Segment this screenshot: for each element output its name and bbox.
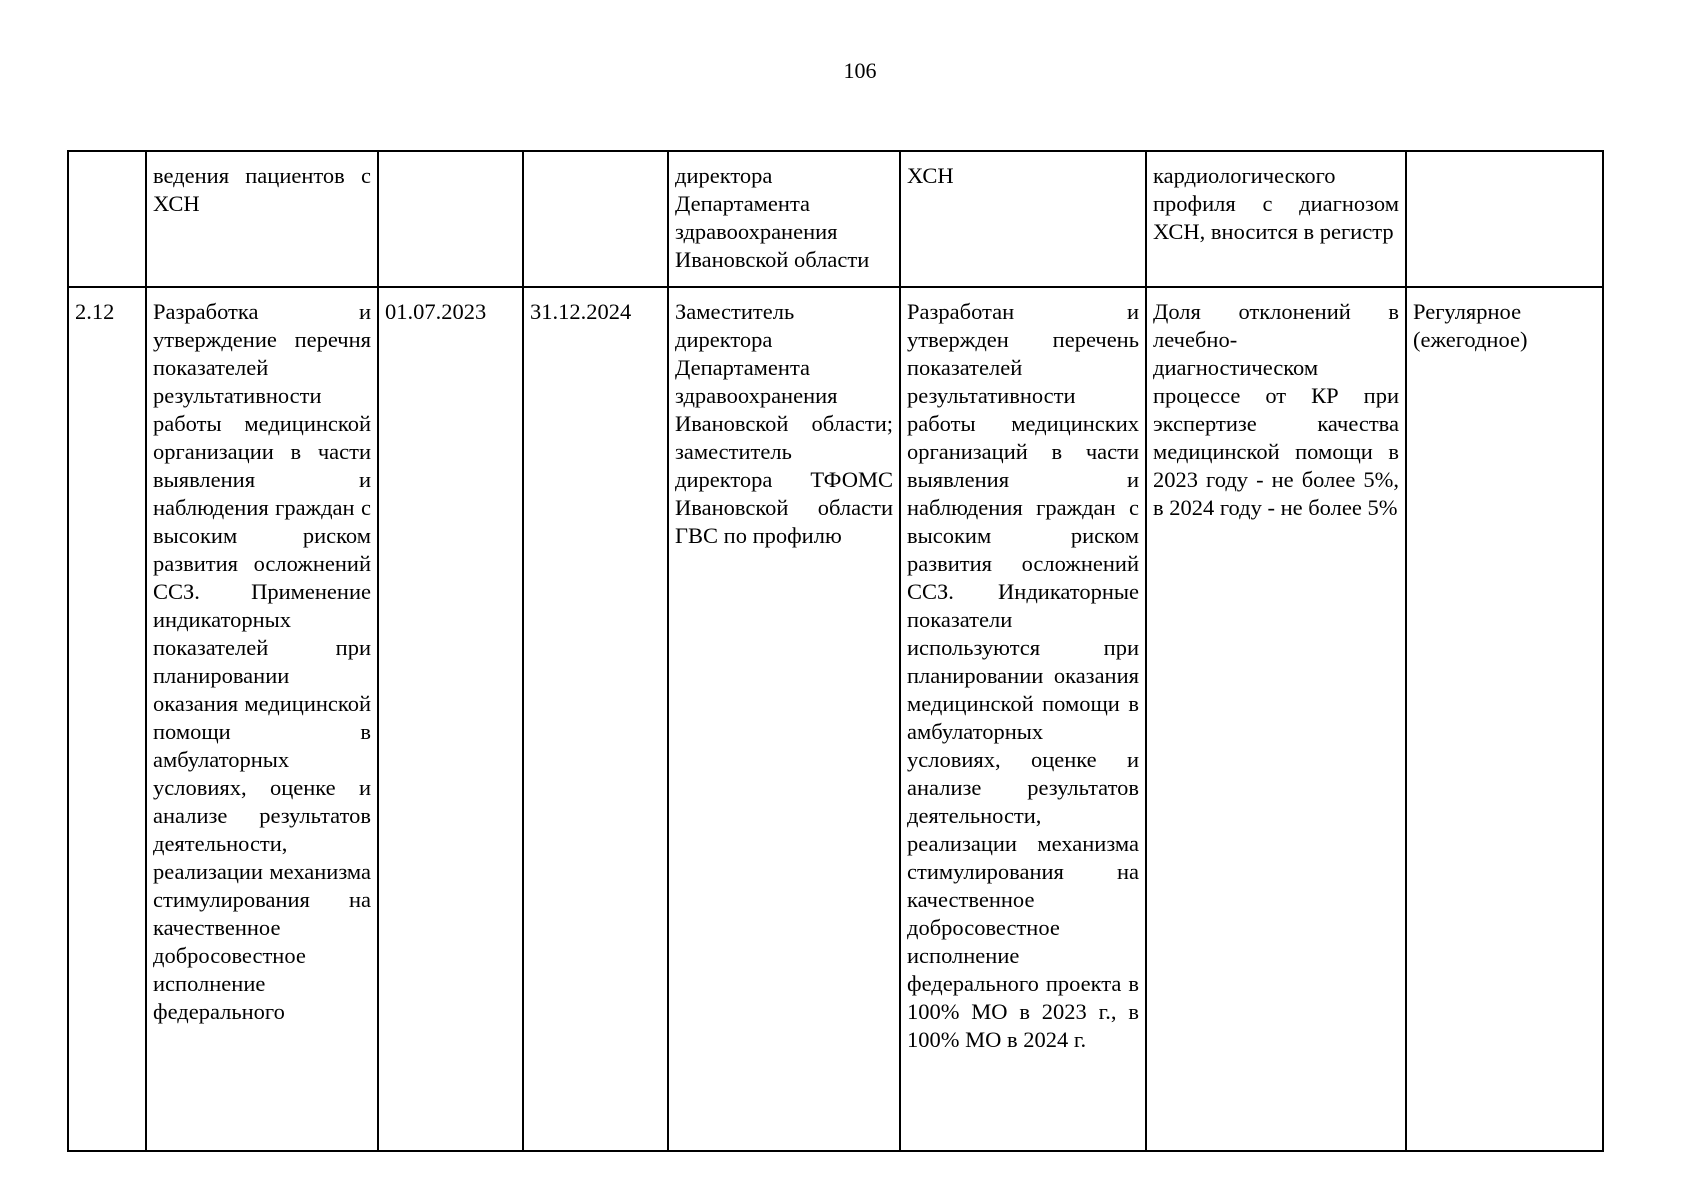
cell-num: [68, 151, 146, 287]
table-row: [68, 287, 1603, 1151]
cell-start-date: [378, 151, 523, 287]
cell-result: Разработан и утвержден перечень показателей результативности работы медицинских организаций в части выявления и наблюдения граждан с высоким риском развития осложнений ССЗ. Индикаторные показатели используются при планировании оказания медицинской помощи в амбулаторных условиях, оценке и анализе результатов деятельности, реализации механизма стимулирования на качественное добросовестное исполнение федерального проекта в 100% МО в 2023 г., в 100% МО в 2024 г.: [900, 287, 1146, 1151]
cell-num: 2.12: [68, 287, 146, 1151]
cell-result: ХСН: [900, 151, 1146, 287]
cell-measure: ведения пациентов с ХСН: [146, 151, 378, 287]
cell-indicator: кардиологического профиля с диагнозом ХСН, вносится в регистр: [1146, 151, 1406, 287]
cell-periodicity: Регулярное (ежегодное): [1406, 287, 1603, 1151]
cell-measure: Разработка и утверждение перечня показателей результативности работы медицинской организации в части выявления и наблюдения граждан с высоким риском развития осложнений ССЗ. Применение индикаторных показателей при планировании оказания медицинской помощи в амбулаторных условиях, оценке и анализе результатов деятельности, реализации механизма стимулирования на качественное добросовестное исполнение федерального: [146, 287, 378, 1151]
cell-end-date: 31.12.2024: [523, 287, 668, 1151]
cell-start-date: 01.07.2023: [378, 287, 523, 1151]
page-number: 106: [843, 58, 877, 83]
measures-table: [67, 150, 1604, 1152]
cell-indicator: Доля отклонений в лечебно-диагностическом процессе от КР при экспертизе качества медицинской помощи в 2023 году - не более 5%, в 2024 году - не более 5%: [1146, 287, 1406, 1151]
cell-responsible: директора Департамента здравоохранения Ивановской области: [668, 151, 900, 287]
cell-periodicity: [1406, 151, 1603, 287]
cell-end-date: [523, 151, 668, 287]
cell-responsible: Заместитель директора Департамента здравоохранения Ивановской области; заместитель директора ТФОМС Ивановской области ГВС по профилю: [668, 287, 900, 1151]
table-row: [68, 151, 1603, 287]
